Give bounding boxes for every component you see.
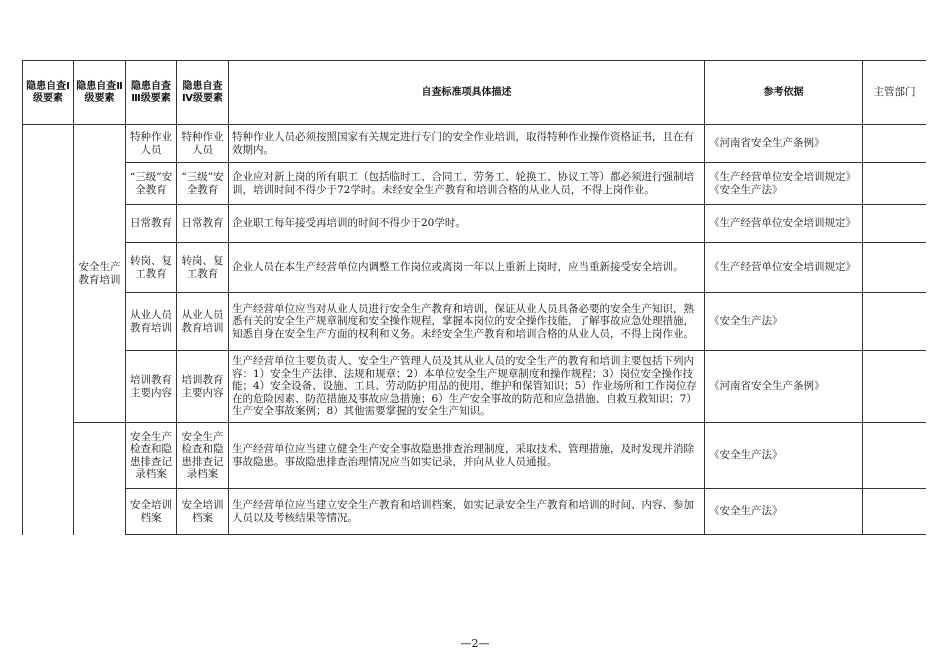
- basis-cell: 《安全生产法》: [705, 293, 863, 351]
- basis-cell: 《生产经营单位安全培训规定》《安全生产法》: [705, 163, 863, 205]
- basis-cell: 《安全生产法》: [705, 489, 863, 535]
- level4-cell: 安全生产检查和隐患排查记录档案: [177, 423, 229, 489]
- header-level3: 隐患自查Ⅲ级要素: [126, 61, 177, 125]
- level3-cell: “三级”安全教育: [126, 163, 177, 205]
- description-cell: 生产经营单位应当建立健全生产安全事故隐患排查治理制度，采取技术、管理措施，及时发现并消除事故隐患。事故隐患排查治理情况应当如实记录，并向从业人员通报。: [229, 423, 705, 489]
- page-number: —2—: [460, 637, 490, 650]
- department-cell: [863, 351, 927, 423]
- description-cell: 企业人员在本生产经营单位内调整工作岗位或离岗一年以上重新上岗时，应当重新接受安全培训。: [229, 243, 705, 293]
- header-basis: 参考依据: [705, 61, 863, 125]
- level3-cell: 安全生产检查和隐患排查记录档案: [126, 423, 177, 489]
- description-cell: 企业应对新上岗的所有职工（包括临时工、合同工、劳务工、轮换工、协议工等）都必须进行强制培训，培训时间不得少于72学时。未经安全生产教育和培训合格的从业人员，不得上岗作业。: [229, 163, 705, 205]
- header-level4: 隐患自查Ⅳ级要素: [177, 61, 229, 125]
- basis-cell: 《安全生产法》: [705, 423, 863, 489]
- level3-cell: 培训教育主要内容: [126, 351, 177, 423]
- table-row: [23, 293, 927, 351]
- header-level1: 隐患自查Ⅰ级要素: [23, 61, 74, 125]
- basis-cell: 《河南省安全生产条例》: [705, 351, 863, 423]
- table-row: [23, 205, 927, 243]
- department-cell: [863, 163, 927, 205]
- table-row: [23, 489, 927, 535]
- department-cell: [863, 423, 927, 489]
- basis-cell: 《生产经营单位安全培训规定》: [705, 205, 863, 243]
- header-description: 自查标准项具体描述: [229, 61, 705, 125]
- level3-cell: 特种作业人员: [126, 125, 177, 163]
- level3-cell: 从业人员教育培训: [126, 293, 177, 351]
- table-row: [23, 351, 927, 423]
- level3-cell: 安全培训档案: [126, 489, 177, 535]
- department-cell: [863, 205, 927, 243]
- inspection-table-sheet: [22, 60, 926, 535]
- header-row: [23, 61, 927, 125]
- basis-cell: 《生产经营单位安全培训规定》: [705, 243, 863, 293]
- header-department: 主管部门: [863, 61, 927, 125]
- department-cell: [863, 293, 927, 351]
- level3-cell: 转岗、复工教育: [126, 243, 177, 293]
- header-level2: 隐患自查Ⅱ级要素: [74, 61, 126, 125]
- level4-cell: 安全培训档案: [177, 489, 229, 535]
- basis-cell: 《河南省安全生产条例》: [705, 125, 863, 163]
- description-cell: 特种作业人员必须按照国家有关规定进行专门的安全作业培训，取得特种作业操作资格证书，且在有效期内。: [229, 125, 705, 163]
- level4-cell: 从业人员教育培训: [177, 293, 229, 351]
- level2-cell: 安全生产教育培训: [74, 125, 126, 423]
- inspection-table: [22, 60, 926, 535]
- table-continuation: [126, 535, 927, 536]
- level2-cell: [74, 423, 126, 536]
- level1-cell: [23, 125, 74, 536]
- department-cell: [863, 489, 927, 535]
- level4-cell: 转岗、复工教育: [177, 243, 229, 293]
- table-row: [23, 423, 927, 489]
- table-row: [23, 243, 927, 293]
- description-cell: 生产经营单位应当建立安全生产教育和培训档案，如实记录安全生产教育和培训的时间、内容、参加人员以及考核结果等情况。: [229, 489, 705, 535]
- department-cell: [863, 243, 927, 293]
- level4-cell: 培训教育主要内容: [177, 351, 229, 423]
- description-cell: 企业职工每年接受再培训的时间不得少于20学时。: [229, 205, 705, 243]
- level4-cell: “三级”安全教育: [177, 163, 229, 205]
- table-row: [23, 535, 927, 536]
- department-cell: [863, 125, 927, 163]
- description-cell: 生产经营单位主要负责人、安全生产管理人员及其从业人员的安全生产的教育和培训主要包括下列内容：1）安全生产法律、法规和规章；2）本单位安全生产规章制度和操作规程；3）岗位安全操作技能；4）安全设备、设施、工具、劳动防护用品的使用、维护和保管知识；5）作业场所和工作岗位存在的危险因素、防范措施及事故应急措施；6）生产安全事故的防范和应急措施、自救互救知识；7）生产安全事故案例；8）其他需要掌握的安全生产知识。: [229, 351, 705, 423]
- table-row: [23, 125, 927, 163]
- level3-cell: 日常教育: [126, 205, 177, 243]
- level4-cell: 特种作业人员: [177, 125, 229, 163]
- description-cell: 生产经营单位应当对从业人员进行安全生产教育和培训，保证从业人员具备必要的安全生产知识，熟悉有关的安全生产规章制度和安全操作规程，掌握本岗位的安全操作技能，了解事故应急处理措施，知悉自身在安全生产方面的权利和义务。未经安全生产教育和培训合格的从业人员，不得上岗作业。: [229, 293, 705, 351]
- level4-cell: 日常教育: [177, 205, 229, 243]
- table-row: [23, 163, 927, 205]
